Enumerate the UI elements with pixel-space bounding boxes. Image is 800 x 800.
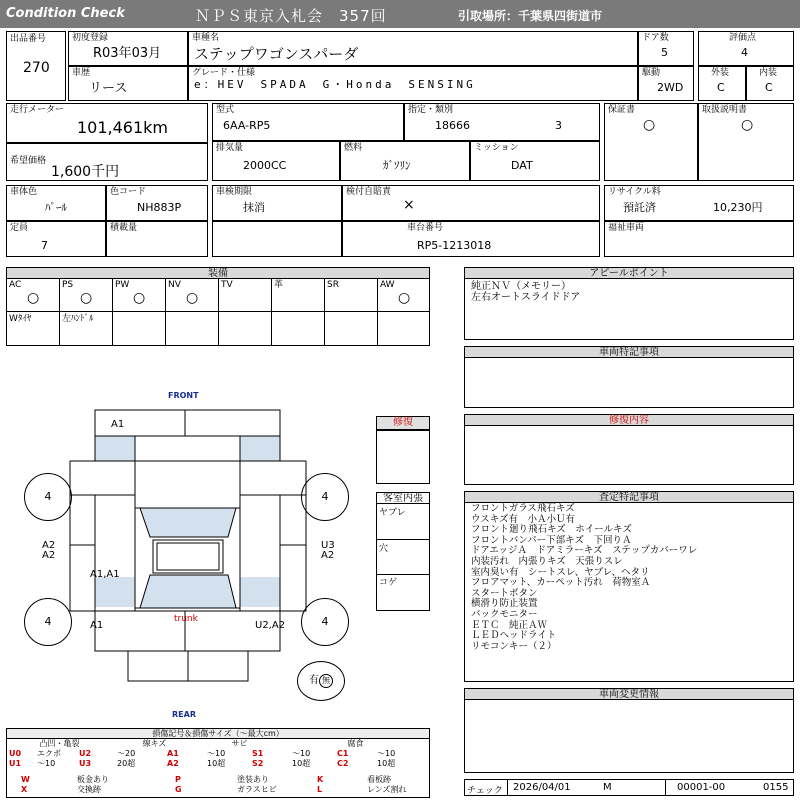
manual: ○: [741, 117, 754, 133]
first-registration-cell: [68, 31, 188, 66]
legend-code: W: [21, 775, 30, 784]
legend-code: U3: [79, 759, 92, 768]
capacity-label: 定員: [10, 223, 29, 233]
equipment-cell: [7, 312, 60, 345]
legend-code: X: [21, 785, 28, 794]
inspector-note-line: フロントガラス飛石キズ: [471, 503, 575, 514]
legend-desc: エクボ: [37, 749, 61, 758]
lot-number-label: 出品番号: [10, 34, 47, 44]
body-color: ﾊﾟｰﾙ: [45, 201, 67, 214]
equipment-mark: ○: [133, 290, 146, 306]
equipment-label: PW: [115, 280, 130, 290]
hood-damage: A1: [111, 419, 125, 430]
cabin-title: 客室内張: [376, 492, 430, 504]
first-registration-label: 初度登録: [72, 33, 109, 43]
header-left-title: Condition Check: [6, 6, 125, 21]
chassis-number: RP5-1213018: [417, 239, 492, 252]
price-cell: [6, 143, 208, 181]
legend-desc: レンズ割れ: [367, 785, 407, 794]
load-label: 積載量: [110, 223, 138, 233]
equipment-label: PS: [62, 280, 74, 290]
color-code-label: 色コード: [110, 187, 147, 197]
equipment-cell: [325, 312, 378, 345]
legend-desc: 10超: [292, 759, 311, 768]
repair-small-box: [376, 430, 430, 484]
mission-label: ミッション: [474, 143, 519, 153]
legend-desc: 20超: [117, 759, 136, 768]
cabin-divider: [377, 539, 429, 540]
legend-desc: 10超: [207, 759, 226, 768]
exterior: C: [717, 81, 725, 94]
doors-label: ドア数: [642, 33, 669, 43]
legend-desc: 交換跡: [77, 785, 101, 794]
mission-cell: [470, 141, 600, 181]
equipment-mark: ○: [80, 290, 93, 306]
equipment-cell: [166, 312, 219, 345]
cabin-box: [376, 503, 430, 611]
first-registration: R03年03月: [93, 46, 162, 61]
cabin-item-tear: ヤブレ: [379, 508, 406, 518]
self-check: ×: [403, 197, 415, 213]
displacement-label: 排気量: [216, 143, 244, 153]
inspector-note-line: 横滑り防止装置: [471, 598, 538, 610]
grade: e：HEV SPADA G・Honda SENSING: [194, 78, 476, 91]
score-cell: [698, 31, 794, 66]
legend-desc: ガラスヒビ: [237, 785, 277, 794]
capacity: 7: [41, 239, 48, 252]
legend-code: A1: [167, 749, 179, 758]
equipment-label: SR: [327, 280, 339, 290]
legend-desc: ～10: [377, 749, 396, 758]
drive-cell: [638, 66, 694, 101]
legend-code: C2: [337, 759, 349, 768]
equipment-label: AW: [380, 280, 395, 290]
exterior-cell: [698, 66, 746, 101]
blank-cell: [212, 221, 342, 257]
equipment-label: 革: [274, 280, 284, 290]
tire-rear-left: 4: [24, 598, 72, 646]
cabin-divider: [377, 574, 429, 575]
legend-code: P: [175, 775, 181, 784]
tire-rear-right: 4: [301, 598, 349, 646]
front-label: FRONT: [168, 391, 199, 400]
mileage-cell: [6, 103, 208, 143]
legend-header: 腐食: [347, 739, 364, 748]
inspector-note-line: フロアマット、カーペット汚れ 荷物室Ａ: [471, 577, 651, 589]
check-footer: [464, 779, 794, 796]
cabin-item-burn: コゲ: [379, 578, 398, 588]
recycle-label: リサイクル料: [608, 187, 661, 197]
legend-code: S2: [252, 759, 264, 768]
equipment-label: TV: [221, 280, 233, 290]
model-name-label: 車種名: [192, 33, 220, 43]
right-rear-damage: U2,A2: [255, 620, 286, 631]
pickup-location: 引取場所：千葉県四街道市: [458, 9, 603, 23]
equipment-cell: [7, 279, 60, 311]
lot-number-cell: [6, 31, 66, 101]
history-cell: [68, 66, 188, 101]
car-diagram: [0, 380, 376, 725]
trunk-label: trunk: [174, 614, 198, 624]
legend-desc: 10超: [377, 759, 396, 768]
footer-code-2: 0155: [763, 782, 789, 793]
inspector-notes-box: [464, 502, 794, 682]
warranty-cell: [604, 103, 698, 181]
appeal-title: アピールポイント: [464, 267, 794, 279]
manual-label: 取扱説明書: [702, 105, 748, 115]
mileage: 101,461km: [77, 118, 169, 137]
recycle-fee: 10,230円: [713, 201, 763, 214]
designation: 18666: [435, 119, 470, 132]
model-name: ステップワゴンスパーダ: [194, 45, 359, 63]
score-label: 評価点: [729, 33, 757, 43]
left-rear-damage: A1: [90, 620, 104, 631]
inspector-notes-title: 査定特記事項: [464, 491, 794, 503]
equipment-mark: ○: [398, 290, 411, 306]
equipment-mark: ○: [27, 290, 40, 306]
inspection-cell: [212, 185, 342, 221]
repair-title: 修復内容: [464, 414, 794, 426]
legend-desc: 板金あり: [77, 775, 109, 784]
spare-tire: [297, 661, 345, 701]
repair-box: [464, 425, 794, 485]
legend-code: K: [317, 775, 324, 784]
designation-label: 指定・類別: [408, 105, 454, 115]
inspector-note-line: スタートボタン: [471, 587, 538, 599]
doors: 5: [661, 46, 668, 59]
equipment-cell: [219, 279, 272, 311]
fuel-label: 燃料: [344, 143, 363, 153]
doors-cell: [638, 31, 694, 66]
footer-code-1: 00001-00: [677, 782, 726, 793]
legend-title: 損傷記号＆損傷サイズ（～最大cm）: [7, 729, 429, 739]
equipment-cell: [219, 312, 272, 345]
inspector-note-line: リモコンキー（２）: [471, 640, 557, 652]
legend-desc: ～10: [292, 749, 311, 758]
load-cell: [106, 221, 208, 257]
history: リース: [89, 81, 128, 96]
legend-desc: ～20: [117, 749, 136, 758]
check-mark: M: [603, 782, 612, 793]
interior: C: [765, 81, 773, 94]
legend-header: 凸凹・亀裂: [39, 739, 80, 748]
changes-box: [464, 699, 794, 773]
price: 1,600千円: [51, 164, 120, 180]
drive: 2WD: [657, 81, 684, 94]
inspector-note-line: バックモニター: [471, 609, 538, 620]
model-code: 6AA-RP5: [223, 119, 271, 132]
manual-cell: [698, 103, 794, 181]
inspector-note-line: ウスキズ有 小Ａ小Ｕ有: [471, 513, 576, 525]
displacement-cell: [212, 141, 340, 181]
check-date: 2026/04/01: [513, 782, 571, 793]
changes-title: 車両変更情報: [464, 688, 794, 700]
lot-number: 270: [23, 60, 50, 76]
equipment-title: 装備: [6, 267, 430, 279]
special-notes-box: [464, 357, 794, 408]
equipment-label: Wﾀｲﾔ: [9, 314, 32, 324]
damage-legend: [6, 728, 430, 798]
right-side-damage: U3 A2: [321, 540, 335, 561]
capacity-cell: [6, 221, 106, 257]
designation-cell: [404, 103, 600, 141]
model-name-cell: [188, 31, 638, 66]
displacement: 2000CC: [243, 159, 287, 172]
mission: DAT: [511, 159, 533, 172]
legend-desc: 看板跡: [367, 775, 391, 784]
spare-tire-label: 有: [309, 675, 319, 686]
check-label: チェック: [467, 786, 503, 796]
price-label: 希望価格: [10, 156, 47, 166]
rear-label: REAR: [172, 710, 196, 719]
equipment-mark: ○: [186, 290, 199, 306]
appeal-line-1: 純正ＮＶ（メモリー）: [471, 281, 571, 292]
tire-front-right: 4: [301, 473, 349, 521]
equipment-cell: [378, 312, 431, 345]
special-notes-title: 車両特記事項: [464, 346, 794, 358]
tire-front-left: 4: [24, 473, 72, 521]
chassis-label: 車台番号: [407, 223, 444, 233]
inspector-note-line: 室内臭い有 シートスレ、ヤブレ、ヘタリ: [471, 566, 650, 578]
fuel: ｶﾞｿﾘﾝ: [383, 159, 411, 172]
equipment-cell: [166, 279, 219, 311]
exterior-label: 外装: [711, 68, 730, 78]
auction-title: ＮＰＳ東京入札会 357回: [195, 7, 387, 25]
legend-desc: ～10: [207, 749, 226, 758]
repair-small-title: 修復: [376, 416, 430, 430]
inspector-note-line: ドアエッジＡ ドアミラーキズ ステップカバーワレ: [471, 545, 698, 557]
legend-desc: ～10: [37, 759, 56, 768]
warranty: ○: [643, 117, 656, 133]
welfare-cell: [604, 221, 794, 257]
model-code-label: 型式: [216, 105, 235, 115]
body-color-label: 車体色: [10, 187, 38, 197]
color-code: NH883P: [137, 201, 182, 214]
history-label: 車歴: [72, 68, 91, 78]
inspection-label: 車検期限: [216, 187, 253, 197]
interior-label: 内装: [759, 68, 778, 78]
legend-desc: 塗装あり: [237, 775, 269, 784]
inspector-note-line: ＬＥＤヘッドライト: [471, 630, 557, 642]
model-code-cell: [212, 103, 404, 141]
mileage-label: 走行メーター: [10, 105, 65, 115]
equipment-label: 左ﾊﾝﾄﾞﾙ: [62, 314, 94, 324]
warranty-label: 保証書: [608, 105, 636, 115]
legend-code: U0: [9, 749, 22, 758]
inspection: 抹消: [243, 201, 265, 214]
recycle-cell: [604, 185, 794, 221]
appeal-box: [464, 278, 794, 340]
legend-code: A2: [167, 759, 179, 768]
legend-code: U2: [79, 749, 92, 758]
equipment-cell: [113, 279, 166, 311]
legend-code: S1: [252, 749, 264, 758]
self-check-cell: [342, 185, 600, 221]
spare-tire-mark: 無: [319, 674, 333, 688]
score: 4: [741, 46, 748, 59]
equipment-cell: [272, 279, 325, 311]
equipment-cell: [378, 279, 431, 311]
equipment-cell: [60, 312, 113, 345]
legend-code: G: [175, 785, 182, 794]
grade-label: グレード・仕様: [192, 68, 256, 78]
header-bar: [0, 0, 800, 28]
color-code-cell: [106, 185, 208, 221]
grade-cell: [188, 66, 638, 101]
left-door-damage: A1,A1: [90, 569, 120, 580]
body-color-cell: [6, 185, 106, 221]
legend-header: サビ: [231, 739, 248, 748]
inspector-note-line: 内装汚れ 内張りキズ 天張りスレ: [471, 556, 623, 567]
welfare-label: 福祉車両: [608, 223, 645, 233]
appeal-line-2: 左右オートスライドドア: [471, 292, 581, 303]
legend-code: C1: [337, 749, 349, 758]
left-side-damage: A2 A2: [42, 540, 56, 561]
fuel-cell: [340, 141, 470, 181]
legend-code: L: [317, 785, 323, 794]
interior-cell: [746, 66, 794, 101]
self-check-label: 検付自賠責: [346, 187, 392, 197]
drive-label: 駆動: [642, 68, 661, 78]
inspector-note-line: フロント廻り飛石キズ ホイールキズ: [471, 524, 632, 536]
equipment-grid: [6, 278, 430, 346]
legend-header: 線キズ: [142, 739, 167, 748]
equipment-cell: [272, 312, 325, 345]
equipment-cell: [325, 279, 378, 311]
equipment-cell: [60, 279, 113, 311]
equipment-label: AC: [9, 280, 22, 290]
equipment-label: NV: [168, 280, 181, 290]
inspector-note-line: ＥＴＣ 純正ＡＷ: [471, 619, 548, 631]
classification: 3: [555, 119, 562, 132]
equipment-cell: [113, 312, 166, 345]
inspector-note-line: フロントバンパー下部キズ 下回りＡ: [471, 534, 632, 546]
recycle-status: 預託済: [623, 201, 656, 214]
cabin-item-hole: 穴: [379, 544, 389, 554]
chassis-cell: [342, 221, 600, 257]
legend-code: U1: [9, 759, 22, 768]
